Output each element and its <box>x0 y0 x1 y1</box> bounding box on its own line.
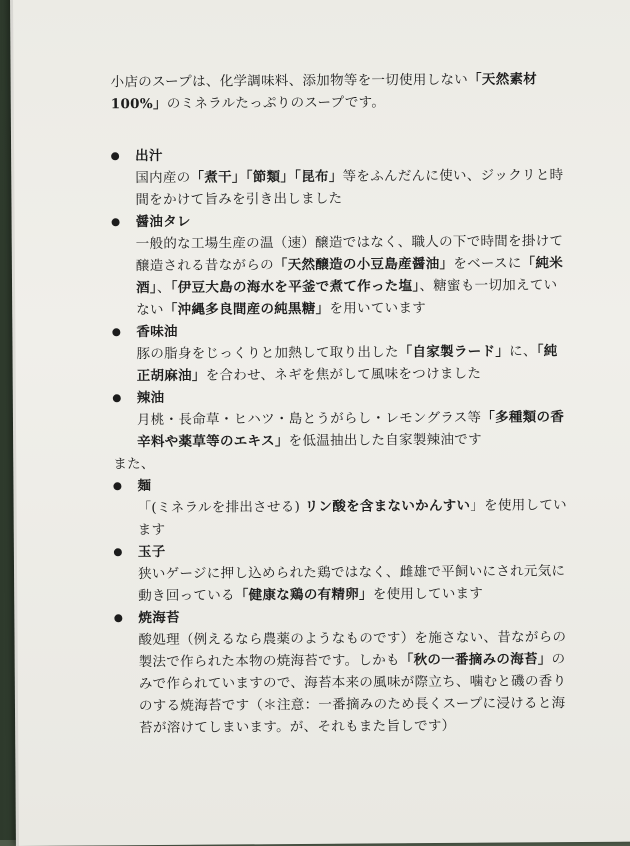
section-body <box>113 406 568 453</box>
body-text: 酸処理（例えるなら農薬のようなものです）を施さない、昔ながらの製法で作られた本物の焼海苔です。しかも <box>138 629 567 671</box>
body-text: 月桃・長命草・ヒハツ・島とうがらし・レモングラス等 <box>136 409 482 429</box>
bullet-icon <box>114 548 122 556</box>
highlighted-text: 「純米酒」 <box>136 255 564 297</box>
highlighted-text: 「煮干」「節類」「昆布」 <box>190 168 343 186</box>
ingredient-section <box>111 142 566 211</box>
soup-description-document <box>111 68 571 739</box>
intro-paragraph <box>111 68 566 115</box>
ingredient-section <box>114 538 569 607</box>
body-text: 、糖蜜も一切加えていない <box>136 277 558 319</box>
intro-text-end: のミネラルたっぷりのスープです。 <box>166 94 386 112</box>
section-body <box>111 164 566 211</box>
section-heading <box>113 472 568 497</box>
section-heading <box>112 208 567 233</box>
bullet-icon <box>111 152 119 160</box>
body-text: をベースに <box>453 255 522 272</box>
body-text: を用いています <box>329 300 427 317</box>
section-heading <box>113 384 568 409</box>
section-heading <box>114 538 569 563</box>
bullet-icon <box>112 328 120 336</box>
ingredient-section <box>113 384 569 475</box>
highlighted-text: 「沖縄多良間産の純黒糖」 <box>163 300 330 318</box>
body-text: 」を使用しています <box>137 497 567 539</box>
highlighted-text: 「自家製ラード」 <box>398 343 510 361</box>
highlighted-text: 「伊豆大島の海水を平釜で煮て作った塩」 <box>170 278 420 296</box>
intro-text: 小店のスープは、化学調味料、添加物等を一切使用しない <box>110 71 469 91</box>
section-body <box>112 230 568 321</box>
section-title: 辣油 <box>136 389 165 407</box>
section-title: 玉子 <box>137 543 166 561</box>
ingredient-sections <box>111 142 570 739</box>
section-heading <box>112 318 567 343</box>
body-text: 一般的な工場生産の温（速）醸造ではなく、職人の下で時間を掛けて醸造される昔ながらの <box>135 233 564 275</box>
body-text: 豚の脂身をじっくりと加熱して取り出した <box>136 344 399 363</box>
body-text: を使用しています <box>372 585 484 603</box>
highlighted-text: 「多種類の香辛料や薬草等のエキス」 <box>137 409 565 451</box>
section-title: 焼海苔 <box>138 609 180 627</box>
menu-paper-sheet <box>10 0 630 846</box>
highlighted-text: 「天然醸造の小豆島産醤油」 <box>273 255 454 274</box>
ingredient-section <box>113 472 568 541</box>
intro-highlight: 「天然素材100%」 <box>110 71 538 113</box>
section-note: また、 <box>113 456 155 473</box>
highlighted-text: 「健康な鶏の有精卵」 <box>234 586 373 604</box>
ingredient-section <box>112 318 567 387</box>
body-text: 狭いゲージに押し込められた鶏ではなく、雌雄で平飼いにされ元気に動き回っている <box>137 563 566 605</box>
section-title: 醤油タレ <box>135 213 191 231</box>
ingredient-section <box>114 604 570 739</box>
body-text: を低温抽出した自家製辣油です <box>288 431 482 450</box>
section-title: 麺 <box>137 478 152 495</box>
body-text: のみで作られていますので、海苔本来の風味が際立ち、噛むと磯の香りのする焼海苔です（＊注意：一番摘みのため長くスープに浸けると海苔が溶けてしまいます。が、それもまた旨しです） <box>138 651 567 737</box>
body-text: 国内産の <box>135 169 191 187</box>
section-heading <box>114 604 569 629</box>
highlighted-text: 「秋の一番摘みの海苔」 <box>399 651 552 669</box>
section-heading <box>111 142 566 167</box>
ingredient-section <box>112 208 568 321</box>
body-text: に、 <box>509 343 537 360</box>
bullet-icon <box>112 218 120 226</box>
body-text: を合わせ、ネギを焦がして風味をつけました <box>205 365 482 384</box>
section-body <box>114 494 569 541</box>
highlighted-text: 「純正胡麻油」 <box>136 343 558 385</box>
bullet-icon <box>113 394 121 402</box>
section-body <box>114 626 570 739</box>
section-body <box>114 560 569 607</box>
section-title: 香味油 <box>136 323 178 341</box>
section-body <box>112 340 567 387</box>
bullet-icon <box>113 482 121 490</box>
body-text: 「(ミネラルを排出させる) <box>137 498 305 517</box>
body-text: 等をふんだんに使い、ジックリと時間をかけて旨みを引き出しました <box>135 167 564 209</box>
body-text: 、 <box>156 279 171 296</box>
highlighted-text: リン酸を含まないかんすい <box>304 497 471 515</box>
bullet-icon <box>114 614 122 622</box>
section-title: 出汁 <box>135 147 163 165</box>
